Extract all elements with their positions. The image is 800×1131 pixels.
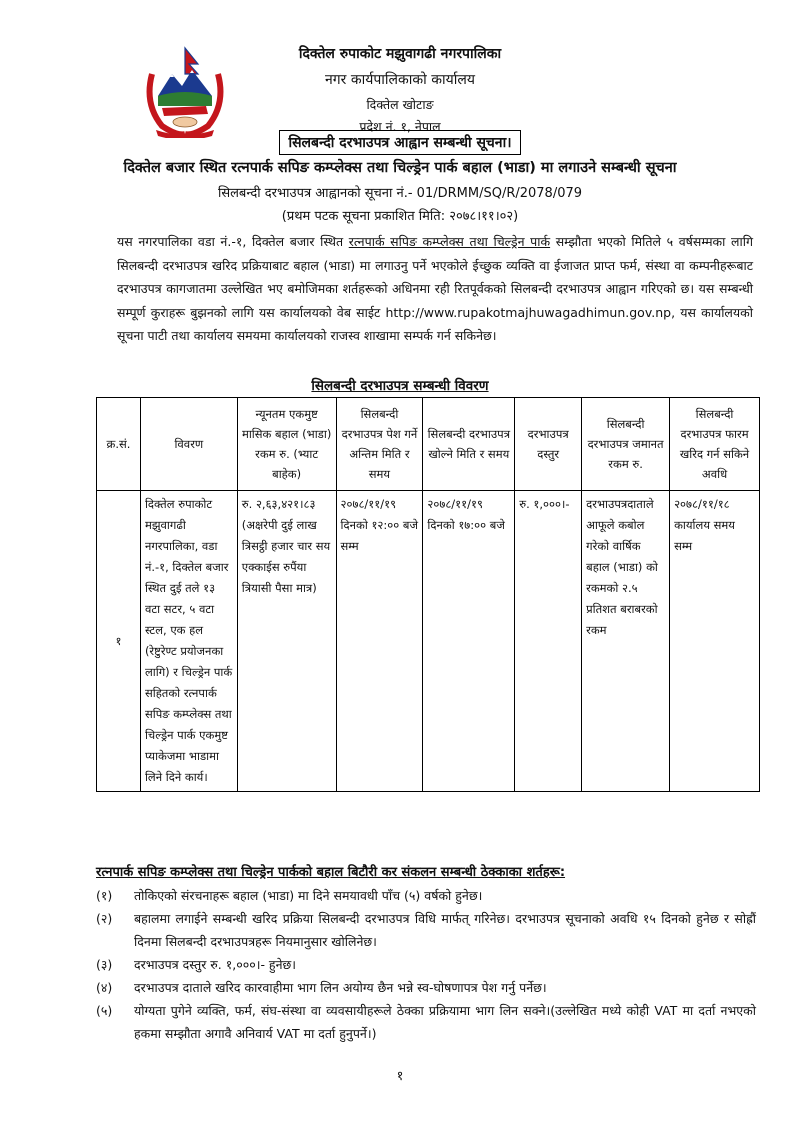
cell-serial: १ [97,491,141,792]
table-header-row [97,398,760,491]
notice-number: सिलबन्दी दरभाउपत्र आह्वानको सूचना नं.- 01/DRMM/SQ/R/2078/079 [217,186,583,201]
list-item [96,953,756,976]
term-text: योग्यता पुगेने व्यक्ति, फर्म, संघ-संस्था वा व्यवसायीहरूले ठेक्का प्रक्रियामा भाग लिन सक्ने।(उल्लेखित मध्ये कोही VAT मा दर्ता नभएको हकमा सम्झौता अगावै अनिवार्य VAT मा दर्ता हुनुपर्ने।) [134,1003,756,1041]
cell-bid-security: दरभाउपत्रदाताले आफूले कबोल गरेको वार्षिक बहाल (भाडा) को रकमको २.५ प्रतिशत बराबरको रकम [582,491,670,792]
term-text: तोकिएको संरचनाहरू बहाल (भाडा) मा दिने समयावधी पाँच (५) वर्षको हुनेछ। [134,888,483,903]
intro-part-2: सम्झौता भएको मितिले ५ वर्षसम्मका लागि सिलबन्दी दरभाउपत्र खरिद प्रक्रियाबाट बहाल (भाडा) मा लगाउनु पर्ने भएकोले ईच्छुक व्यक्ति वा ईजाजत प्राप्त फर्म, संस्था वा कम्पनीहरूबाट दरभाउपत्र कागजातमा उल्लेखित भए बमोजिमका शर्तहरूको अधिनमा रही रितपूर्वकको सिलबन्दी दरभाउपत्र आह्वान गरिएको छ। यस सम्बन्धी सम्पूर्ण कुराहरू बुझनको लागि यस कार्यालयको वेब साईट http://www.rupakotmajhuwagadhimun.gov.np, यस कार्यालयको सूचना पाटी तथा कार्यालय समयमा कार्यालयको राजस्व शाखामा सम्पर्क गर्न सकिनेछ। [117,234,753,343]
terms-title: रत्नपार्क सपिङ कम्प्लेक्स तथा चिल्ड्रेन पार्कको बहाल बिटौरी कर संकलन सम्बन्धी ठेक्काका शर्तहरू: [96,865,566,880]
cell-min-rent: रु. २,६३,४२१।८३ (अक्षरेपी दुई लाख त्रिसट्ठी हजार चार सय एक्काईस रुपैंया त्रियासी पैसा मात्र) [237,491,336,792]
table-row [97,491,760,792]
office-location: दिक्तेल खोटाङ [366,97,434,112]
term-text: बहालमा लगाईने सम्बन्धी खरिद प्रक्रिया सिलबन्दी दरभाउपत्र विधि मार्फत् गरिनेछ। दरभाउपत्र सूचनाको अवधि १५ दिनको हुनेछ र सोह्रौं दिनमा सिलबन्दी दरभाउपत्रहरू नियमानुसार खोलिनेछ। [134,911,756,949]
header-fee: दरभाउपत्र दस्तुर [515,398,582,491]
term-text: दरभाउपत्र दाताले खरिद कारवाहीमा भाग लिन अयोग्य छैन भन्ने स्व-घोषणापत्र पेश गर्नु पर्नेछ। [134,980,547,995]
header-serial: क्र.सं. [97,398,141,491]
term-number: (२) [96,911,113,926]
header-form-purchase-period: सिलबन्दी दरभाउपत्र फारम खरिद गर्न सकिने अवधि [670,398,760,491]
list-item [96,907,756,953]
notice-type-title: सिलबन्दी दरभाउपत्र आह्वान सम्बन्धी सूचना। [279,130,520,155]
cell-opening-date: २०७८/११/१९ दिनको १७:०० बजे [423,491,515,792]
office-name: नगर कार्यपालिकाको कार्यालय [325,72,475,88]
term-number: (५) [96,1003,113,1018]
intro-underlined-name: रत्नपार्क सपिङ कम्प्लेक्स तथा चिल्ड्रेन पार्क [348,234,551,249]
header-opening-date: सिलबन्दी दरभाउपत्र खोल्ने मिति र समय [423,398,515,491]
header-bid-security: सिलबन्दी दरभाउपत्र जमानत रकम रु. [582,398,670,491]
cell-fee: रु. १,०००।- [515,491,582,792]
term-number: (१) [96,888,113,903]
province-name: प्रदेश नं. १, नेपाल [359,119,441,134]
list-item [96,976,756,999]
table-title: सिलबन्दी दरभाउपत्र सम्बन्धी विवरण [311,378,489,394]
term-number: (३) [96,957,113,972]
municipality-name: दिक्तेल रुपाकोट मझुवागढी नगरपालिका [298,46,502,62]
terms-list [96,884,756,1045]
publication-date: (प्रथम पटक सूचना प्रकाशित मिति: २०७८।११।०२) [281,209,519,224]
term-number: (४) [96,980,113,995]
cell-submission-deadline: २०७८/११/१९ दिनको १२:०० बजे सम्म [336,491,423,792]
header-description: विवरण [140,398,237,491]
intro-part-1: यस नगरपालिका वडा नं.-१, दिक्तेल बजार स्थित [117,234,349,249]
list-item [96,884,756,907]
notice-main-title: दिक्तेल बजार स्थित रत्नपार्क सपिङ कम्प्लेक्स तथा चिल्ड्रेन पार्क बहाल (भाडा) मा लगाउने सम्बन्धी सूचना [123,160,677,176]
list-item [96,999,756,1045]
intro-paragraph [117,230,753,348]
cell-form-purchase-period: २०७८/११/१८ कार्यालय समय सम्म [670,491,760,792]
cell-description: दिक्तेल रुपाकोट मझुवागढी नगरपालिका, वडा नं.-१, दिक्तेल बजार स्थित दुई तले १३ वटा सटर, ५ वटा स्टल, एक हल (रेष्टुरेण्ट प्रयोजनका लागि) र चिल्ड्रेन पार्क सहितको रत्नपार्क सपिङ कम्प्लेक्स तथा चिल्ड्रेन पार्क एकमुष्ट प्याकेजमा भाडामा लिने दिने कार्य। [140,491,237,792]
tender-details-table [96,397,760,792]
notice-type-box [0,130,800,155]
header-min-rent: न्यूनतम एकमुष्ट मासिक बहाल (भाडा) रकम रु. (भ्याट बाहेक) [237,398,336,491]
page-number: १ [396,1069,404,1084]
header-submission-deadline: सिलबन्दी दरभाउपत्र पेश गर्ने अन्तिम मिति र समय [336,398,423,491]
term-text: दरभाउपत्र दस्तुर रु. १,०००।- हुनेछ। [134,957,297,972]
